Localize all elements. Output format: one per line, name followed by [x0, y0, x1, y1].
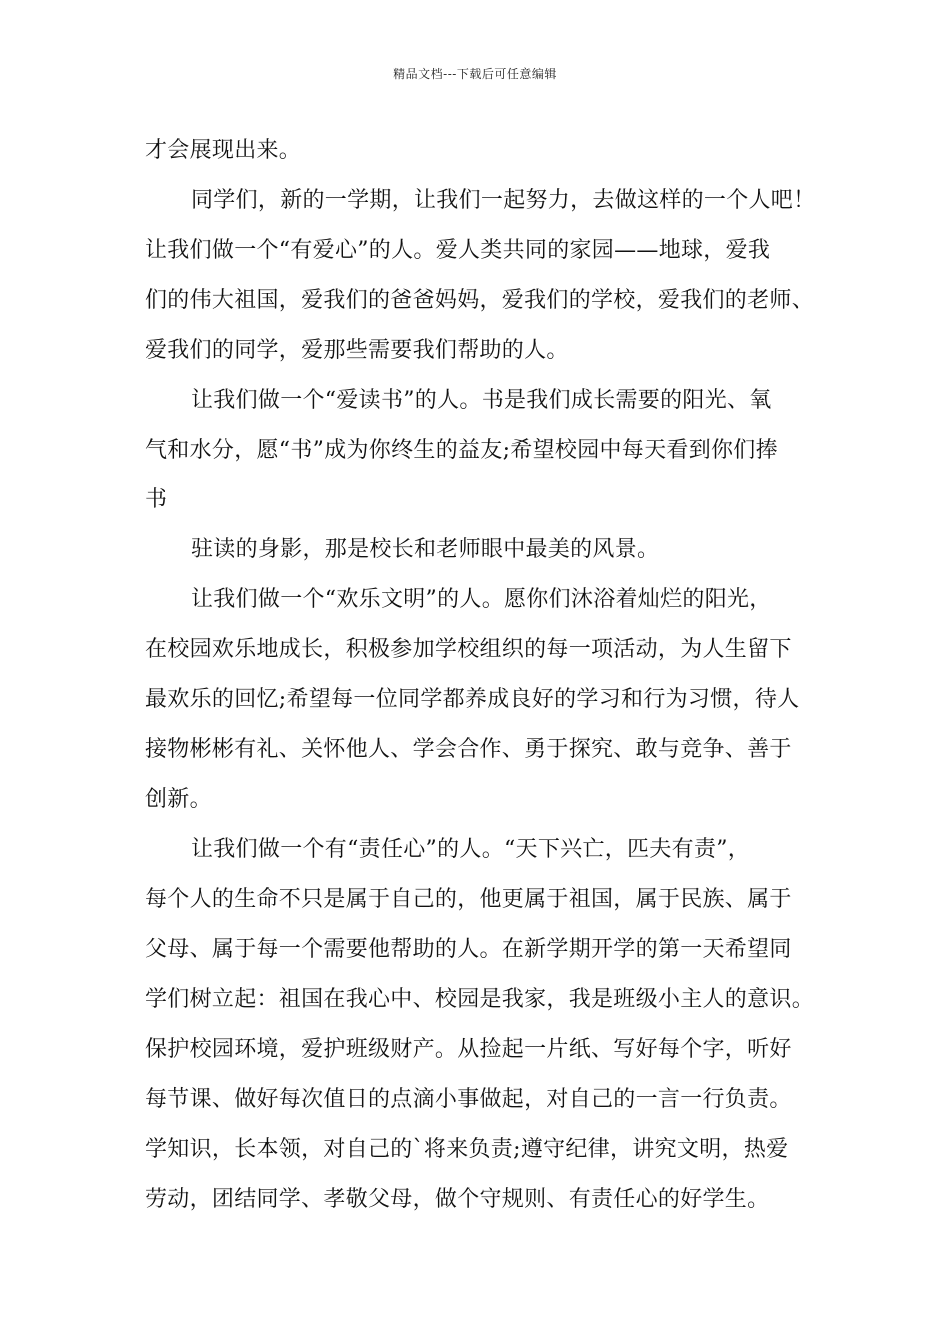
text-line: 们的伟大祖国，爱我们的爸爸妈妈，爱我们的学校，爱我们的老师、: [145, 288, 815, 313]
text-line: 让我们做一个“爱读书”的人。书是我们成长需要的阳光、氧: [191, 388, 772, 413]
text-line: 气和水分，愿“书”成为你终生的益友;希望校园中每天看到你们捧: [145, 438, 778, 463]
text-line: 才会展现出来。: [145, 138, 302, 163]
text-line: 最欢乐的回忆;希望每一位同学都养成良好的学习和行为习惯，待人: [145, 687, 800, 712]
text-line: 学知识，长本领，对自己的`将来负责;遵守纪律，讲究文明，热爱: [145, 1137, 789, 1162]
text-line: 父母、属于每一个需要他帮助的人。在新学期开学的第一天希望同: [145, 937, 792, 962]
text-line: 让我们做一个有“责任心”的人。“天下兴亡，匹夫有责”，: [191, 837, 751, 862]
text-line: 创新。: [145, 787, 212, 812]
text-line: 保护校园环境，爱护班级财产。从捡起一片纸、写好每个字，听好: [145, 1037, 792, 1062]
text-line: 接物彬彬有礼、关怀他人、学会合作、勇于探究、敢与竞争、善于: [145, 737, 792, 762]
text-line: 每个人的生命不只是属于自己的，他更属于祖国，属于民族、属于: [145, 887, 792, 912]
text-line: 书: [145, 487, 168, 512]
text-line: 爱我们的同学，爱那些需要我们帮助的人。: [145, 338, 569, 363]
text-line: 让我们做一个“欢乐文明”的人。愿你们沐浴着灿烂的阳光，: [191, 587, 772, 612]
text-line: 劳动，团结同学、孝敬父母，做个守规则、有责任心的好学生。: [145, 1187, 770, 1212]
text-line: 在校园欢乐地成长，积极参加学校组织的每一项活动，为人生留下: [145, 637, 792, 662]
text-line: 让我们做一个“有爱心”的人。爱人类共同的家园——地球，爱我: [145, 238, 771, 263]
text-line: 驻读的身影，那是校长和老师眼中最美的风景。: [191, 537, 660, 562]
text-line: 每节课、做好每次值日的点滴小事做起，对自己的一言一行负责。: [145, 1087, 792, 1112]
text-line: 同学们，新的一学期，让我们一起努力，去做这样的一个人吧！: [191, 188, 816, 213]
text-line: 学们树立起：祖国在我心中、校园是我家，我是班级小主人的意识。: [145, 987, 815, 1012]
page-header: 精品文档---下载后可任意编辑: [393, 67, 557, 81]
